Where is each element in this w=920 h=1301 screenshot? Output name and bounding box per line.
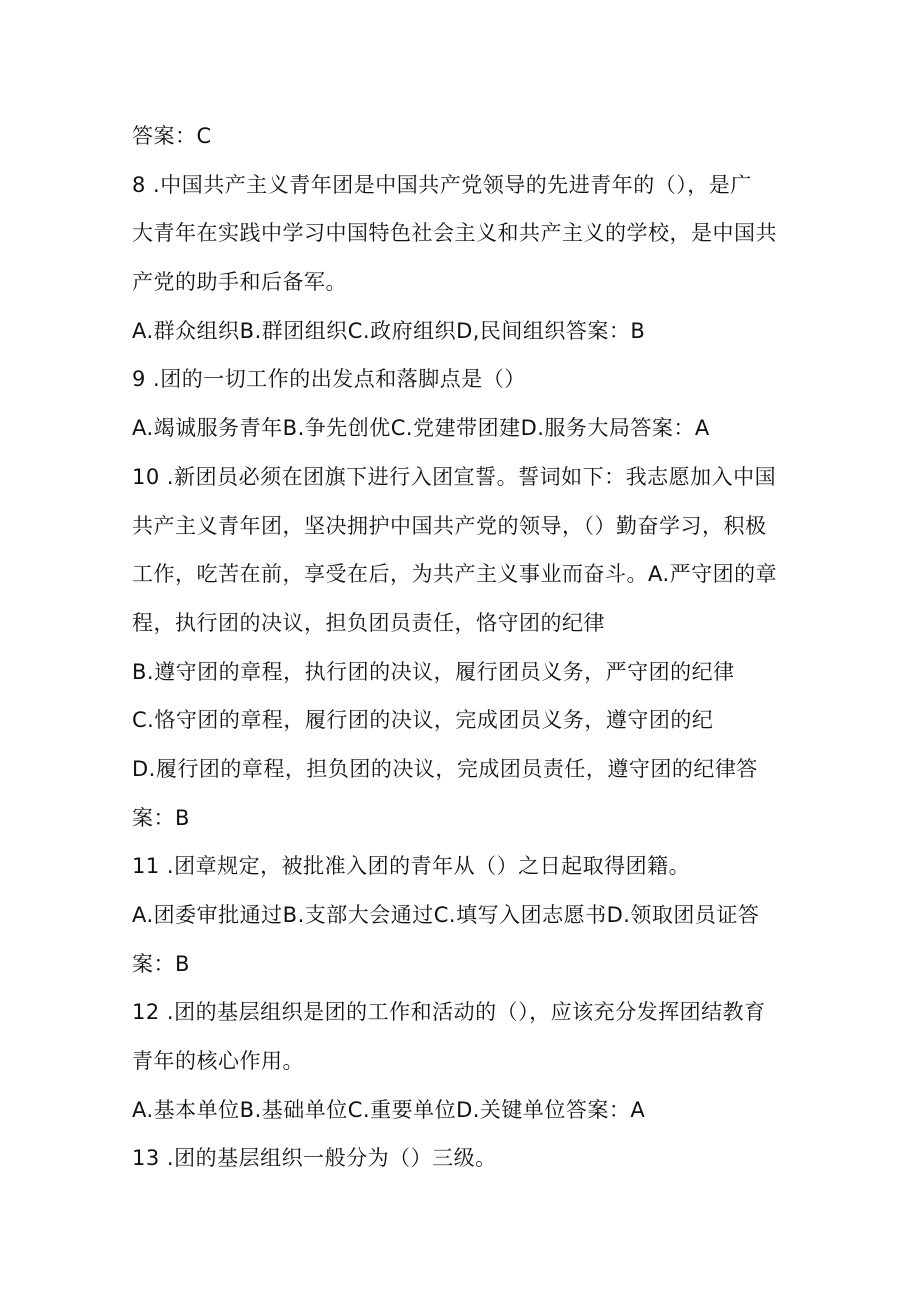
question-10-option-c: C.恪守团的章程，履行团的决议，完成团员义务，遵守团的纪 bbox=[132, 708, 714, 733]
question-10-line-3: 工作，吃苦在前，享受在后，为共产主义事业而奋斗。A.严守团的章 bbox=[132, 562, 778, 587]
question-8-options: A.群众组织B.群团组织C.政府组织D,民间组织答案：B bbox=[132, 318, 646, 343]
question-10-answer: 案：B bbox=[132, 805, 190, 830]
question-10-line-1: 10 .新团员必须在团旗下进行入团宣誓。誓词如下：我志愿加入中国 bbox=[132, 464, 777, 489]
question-8-line-2: 大青年在实践中学习中国特色社会主义和共产主义的学校，是中国共 bbox=[132, 221, 777, 246]
question-8-line-3: 产党的助手和后备军。 bbox=[132, 270, 347, 295]
question-11-line-1: 11 .团章规定，被批准入团的青年从（）之日起取得团籍。 bbox=[132, 854, 691, 879]
question-12-line-1: 12 .团的基层组织是团的工作和活动的（），应该充分发挥团结教育 bbox=[132, 1000, 766, 1025]
question-10-option-a: 程，执行团的决议，担负团员责任，恪守团的纪律 bbox=[132, 610, 605, 635]
question-11-options: A.团委审批通过B.支部大会通过C.填写入团志愿书D.领取团员证答 bbox=[132, 903, 760, 927]
question-10-option-d: D.履行团的章程，担负团的决议，完成团员责任，遵守团的纪律答 bbox=[132, 756, 758, 781]
question-12-options: A.基本单位B.基础单位C.重要单位D.关键单位答案：A bbox=[132, 1097, 646, 1122]
question-11-answer: 案：B bbox=[132, 951, 190, 976]
question-10-option-b: B.遵守团的章程，执行团的决议，履行团员义务，严守团的纪律 bbox=[132, 659, 735, 684]
question-9-options: A.竭诚服务青年B.争先创优C.党建带团建D.服务大局答案：A bbox=[132, 416, 710, 441]
document-page bbox=[132, 112, 822, 1183]
answer-line-7: 答案：C bbox=[132, 124, 212, 148]
question-10-line-2: 共产主义青年团，坚决拥护中国共产党的领导，（）勤奋学习，积极 bbox=[132, 513, 767, 538]
question-8-line-1: 8 .中国共产主义青年团是中国共产党领导的先进青年的（），是广 bbox=[132, 172, 752, 197]
question-12-line-2: 青年的核心作用。 bbox=[132, 1049, 304, 1074]
question-13-line-1: 13 .团的基层组织一般分为（）三级。 bbox=[132, 1146, 497, 1171]
question-9-line-1: 9 .团的一切工作的出发点和落脚点是（） bbox=[132, 367, 526, 392]
